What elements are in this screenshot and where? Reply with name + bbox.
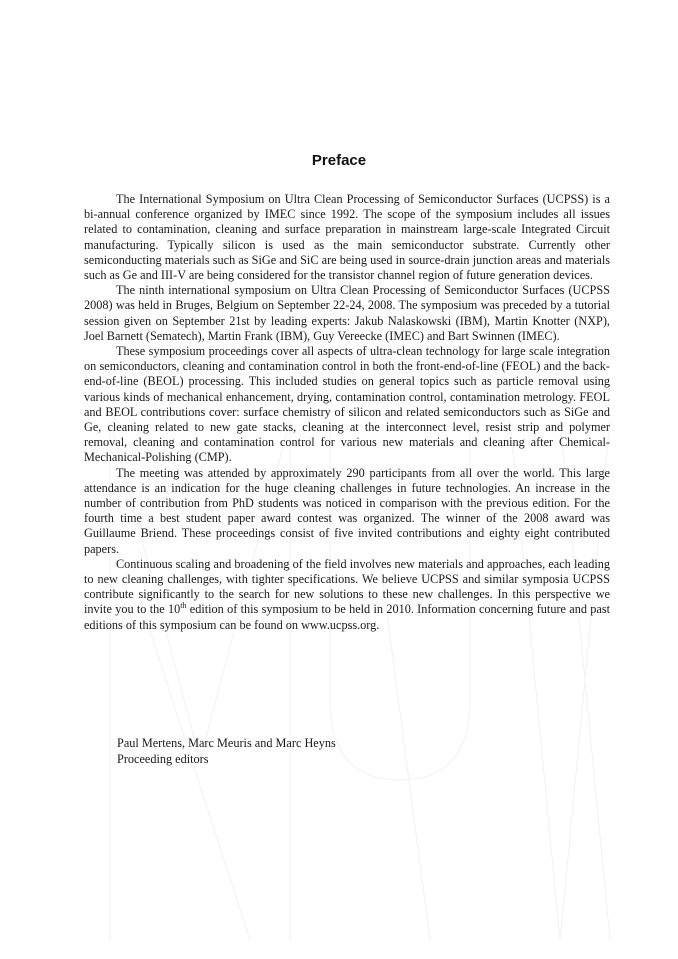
- paragraph-1: The International Symposium on Ultra Clean Processing of Semiconductor Surfaces (UCPSS) is a bi-annual conference organized by IMEC since 1992. The scope of the symposium includes all issues related to contamination, cleaning and surface preparation in mainstream large-scale Integrated Circuit manufacturing. Typically silicon is used as the main semiconductor substrate. Currently other semiconducting materials such as SiGe and SiC are being used in source-drain junction areas and materials such as Ge and III-V are being considered for the transistor channel region of future generation devices.: [84, 192, 610, 283]
- editor-names: Paul Mertens, Marc Meuris and Marc Heyns: [117, 736, 336, 750]
- paragraph-3: These symposium proceedings cover all aspects of ultra-clean technology for large scale integration on semiconductors, cleaning and contamination control in both the front-end-of-line (FEOL) and the back-end-of-line (BEOL) processing. This included studies on general topics such as particle removal using various kinds of mechanical enhancement, drying, contamination control, contamination metrology. FEOL and BEOL contributions cover: surface chemistry of silicon and related semiconductors such as SiGe and Ge, cleaning related to new gate stacks, cleaning at the interconnect level, resist strip and polymer removal, cleaning and contamination control for various new materials and cleaning after Chemical-Mechanical-Polishing (CMP).: [84, 344, 610, 465]
- editor-role: Proceeding editors: [117, 752, 209, 766]
- preface-body: [84, 192, 610, 633]
- paragraph-5-text-start: Continuous scaling and broadening of the field involves new materials and approaches, each leading to new cleaning challenges, with tighter specifications. We believe UCPSS and similar symposia UCPSS contribute significantly to the search for new solutions to these new challenges. In this perspective we invite you to the 10: [84, 556, 610, 617]
- ordinal-superscript: th: [180, 601, 187, 611]
- signature-block: [117, 735, 336, 767]
- paragraph-5: [84, 557, 610, 633]
- paragraph-5-text-end: edition of this symposium to be held in 2010. Information concerning future and past editions of this symposium can be found on www.ucpss.org.: [84, 602, 610, 632]
- page-title: Preface: [311, 152, 367, 169]
- paragraph-2: The ninth international symposium on Ultra Clean Processing of Semiconductor Surfaces (UCPSS 2008) was held in Bruges, Belgium on September 22-24, 2008. The symposium was preceded by a tutorial session given on September 21st by leading experts: Jakub Nalaskowski (IBM), Martin Knotter (NXP), Joel Barnett (Sematech), Martin Frank (IBM), Guy Vereecke (IMEC) and Bart Swinnen (IMEC).: [84, 283, 610, 343]
- paragraph-4: The meeting was attended by approximately 290 participants from all over the world. This large attendance is an indication for the huge cleaning challenges in future technologies. An increase in the number of contribution from PhD students was noticed in comparison with the previous edition. For the fourth time a best student paper award contest was organized. The winner of the 2008 award was Guillaume Briend. These proceedings consist of five invited contributions and eighty eight contributed papers.: [84, 465, 610, 556]
